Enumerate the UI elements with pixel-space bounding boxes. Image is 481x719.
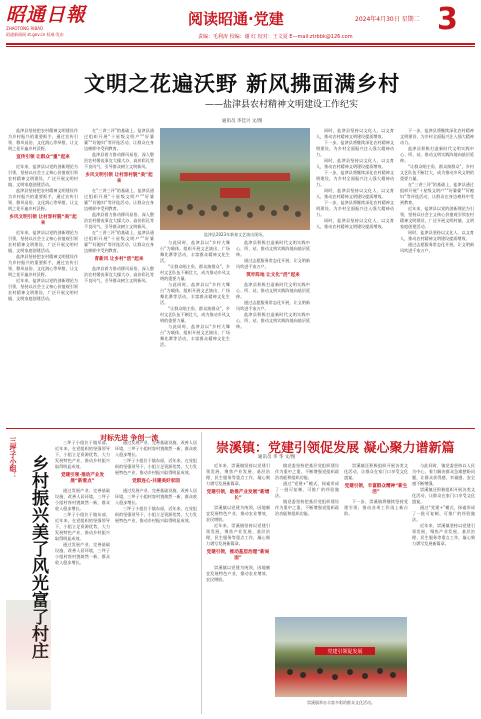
main-column-1 — [8, 128, 78, 428]
paragraph: 近年来，崇溪镇坚持以党建引领发展，聚焦产业发展、基层治理、民生服务等重点工作，凝心聚力谱写发展新篇章。 — [206, 523, 270, 546]
second-photo-caption: 崇溪镇举办丰富多彩的群众文化活动。 — [307, 700, 375, 705]
paragraph: 崇溪镇还积极组织开展各类文化活动，让群众在家门口享受文化盛宴。 — [412, 487, 475, 504]
paragraph: 盐津县着力推动移风易俗，深入整治农村婚丧事宜大操大办、高价彩礼等不良风气，引导群众树立文明新风。 — [84, 152, 154, 169]
section-heading: 筑牢阵地 让文化“活”起来 — [246, 273, 300, 278]
paragraph: 与此同时，盐津县以“乡村大舞台”为载体，组织开展文艺演出、广场舞比赛等活动，丰富群众精神文化生活。 — [160, 324, 230, 347]
main-headline: 文明之花遍沃野 新风拂面满乡村 — [84, 71, 401, 96]
header-rule-thin — [6, 46, 475, 47]
paragraph: 近年来，崇溪镇坚持以党建引领发展，聚焦产业发展、基层治理、民生服务等重点工作，凝心聚力谱写发展新篇章。 — [206, 463, 270, 486]
paragraph: 通过志愿服务常态化开展，让文明新风吹进千家万户。 — [400, 242, 474, 253]
paragraph: 下一步，盐津县将继续深化农村精神文明建设，为乡村全面振兴注入强大精神动力。 — [316, 200, 394, 217]
side-column-1 — [55, 440, 110, 712]
paragraph: “让群众唱主角、群众演群众”，乡村文艺队伍不断壮大，成为推动乡风文明的重要力量。 — [400, 164, 474, 181]
paragraph: 与此同时，盐津县以“乡村大舞台”为载体，组织开展文艺演出、广场舞比赛等活动，丰富群众精神文化生活。 — [160, 240, 230, 263]
newspaper-logo: 昭通日報 — [6, 4, 87, 26]
section-heading: 党群连心·共建美好家园 — [132, 479, 180, 484]
main-column-4 — [236, 240, 310, 426]
paragraph: 近年来，盐津县以党的创新理论为引领，坚持以社会主义核心价值观引领农村精神文明建设，广泛开展文明村镇、文明家庭创建活动。 — [8, 164, 78, 187]
paragraph: 通过“党建+”模式，探索形成了一批可复制、可推广的经验做法。 — [275, 481, 339, 498]
main-column-2 — [84, 128, 154, 428]
paragraph: 下一步，盐津县将继续深化农村精神文明建设，为乡村全面振兴注入强大精神动力。 — [316, 170, 394, 187]
paragraph: 崇溪镇以党建为统领，因地制宜发展特色产业，推动农业增效、农民增收。 — [206, 505, 270, 522]
paragraph: 通过发展产业、完善基础设施、改善人居环境，三坪子小组村容村貌焕然一新，群众收入稳步增长。 — [55, 542, 110, 565]
second-column-4 — [412, 463, 475, 713]
paragraph: 崇溪镇还积极组织开展各类文化活动，让群众在家门口享受文化盛宴。 — [344, 463, 408, 480]
main-photo-caption: 盐津县2023年新春文艺演出现场。 — [203, 232, 267, 237]
section-heading: 宣传引领 让群众“重”起来 — [16, 155, 70, 160]
logo-slogan: 昭通新闻网 zt.gov.cn 权威·发布 — [6, 32, 64, 37]
section-title: 阅读昭通·党建 — [188, 10, 284, 28]
section-divider — [6, 428, 475, 429]
paragraph: 盐津县积极打造新时代文明实践中心、所、站，推动文明实践阵地向基层延伸。 — [236, 312, 310, 329]
paragraph: 盐津县积极打造新时代文明实践中心、所、站，推动文明实践阵地向基层延伸。 — [400, 146, 474, 163]
paragraph: 盐津县坚持把农村精神文明建设作为乡村振兴的重要抓手，通过宣传引领、移风易俗、文化润心等举措，让文明之花开遍乡村沃野。 — [8, 254, 78, 277]
main-byline: 通讯员 李佳兴 文/图 — [222, 119, 263, 124]
paragraph: 同时，盐津县坚持以文化人、以文育人，推动农村精神文明建设提质增效。 — [316, 188, 394, 199]
second-column-3 — [344, 463, 408, 613]
paragraph: 与此同时，镇党委坚持以人民为中心，着力解决群众急难愁盼问题，让群众获得感、幸福感、安全感不断增强。 — [412, 463, 475, 486]
paragraph: 同时，盐津县坚持以文化人、以文育人，推动农村精神文明建设提质增效。 — [400, 230, 474, 241]
paragraph: 下一步，盐津县将继续深化农村精神文明建设，为乡村全面振兴注入强大精神动力。 — [316, 140, 394, 157]
editors-line: 责编：毛利涛 校编：谢 红 校对：王文夏 E—mail:ztrbbk@126.com — [198, 34, 353, 40]
paragraph: 下一步，崇溪镇将继续坚持党建引领，推动各项工作再上新台阶。 — [344, 499, 408, 516]
paragraph: 盐津县着力推动移风易俗，深入整治农村婚丧事宜大操大办、高价彩礼等不良风气，引导群众树立文明新风。 — [84, 266, 154, 283]
section-heading: 乡风文明引领 让村容村貌“美”起来 — [85, 173, 153, 184]
masthead — [6, 4, 106, 44]
column-rule — [201, 432, 202, 714]
paragraph: 同时，盐津县坚持以文化人、以文育人，推动农村精神文明建设提质增效。 — [316, 218, 394, 229]
paragraph: 盐津县积极打造新时代文明实践中心、所、站，推动文明实践阵地向基层延伸。 — [236, 282, 310, 299]
paragraph: 通过发展产业、完善基础设施、改善人居环境，三坪子小组村容村貌焕然一新，群众收入稳步增长。 — [115, 440, 197, 457]
paragraph: 在“三讲三评”的基础上，盐津县通过组织开展“十星级文明户”“好婆婆”“好媳妇”等评选活动，让群众在身边榜样中受到教育。 — [84, 230, 154, 253]
section-heading: 党建引领，助推产业发展“新增长” — [206, 490, 270, 501]
section-heading: 党建引领·推动产业发展“新看点” — [60, 473, 105, 484]
paragraph: 同时，盐津县坚持以文化人、以文育人，推动农村精神文明建设提质增效。 — [316, 158, 394, 169]
section-heading: 乡风文明引领 让村容村貌“美”起来 — [9, 215, 77, 226]
paragraph: 三坪子小组位于镇东部，近年来，在党组织的坚强领导下，小组立足资源优势，大力发展特色产业，推动乡村振兴取得明显成效。 — [55, 440, 110, 469]
paragraph: 盐津县坚持把农村精神文明建设作为乡村振兴的重要抓手，通过宣传引领、移风易俗、文化润心等举措，让文明之花开遍乡村沃野。 — [8, 128, 78, 151]
paragraph: 同时，盐津县坚持以文化人、以文育人，推动农村精神文明建设提质增效。 — [316, 128, 394, 139]
main-column-3 — [160, 240, 230, 426]
paragraph: 在“三讲三评”的基础上，盐津县通过组织开展“十星级文明户”“好婆婆”“好媳妇”等评选活动，让群众在身边榜样中受到教育。 — [400, 182, 474, 205]
main-photo — [160, 128, 310, 230]
paragraph: 近年来，盐津县以党的创新理论为引领，坚持以社会主义核心价值观引领农村精神文明建设，广泛开展文明村镇、文明家庭创建活动。 — [8, 230, 78, 253]
paragraph: 下一步，盐津县将继续深化农村精神文明建设，为乡村全面振兴注入强大精神动力。 — [400, 128, 474, 145]
outdoor-activity-photo — [275, 617, 407, 697]
side-kicker: 三坪子小组： — [9, 437, 17, 479]
main-subhead: ——盐津县农村精神文明建设工作纪实 — [205, 100, 359, 110]
paragraph: 盐津县积极打造新时代文明实践中心、所、站，推动文明实践阵地向基层延伸。 — [236, 240, 310, 257]
side-column-2 — [115, 440, 197, 712]
paragraph: 通过发展产业、完善基础设施、改善人居环境，三坪子小组村容村貌焕然一新，群众收入稳步增长。 — [55, 488, 110, 511]
second-headline: 崇溪镇：党建引领促发展 凝心聚力谱新篇 — [216, 441, 455, 456]
main-column-6 — [400, 128, 474, 426]
paragraph: 通过志愿服务常态化开展，让文明新风吹进千家万户。 — [236, 300, 310, 311]
paragraph: 镇党委坚持把基层党组织建设作为重中之重，不断增强党组织政治功能和组织功能。 — [275, 499, 339, 516]
paragraph: 盐津县坚持把农村精神文明建设作为乡村振兴的重要抓手，通过宣传引领、移风易俗、文化润心等举措，让文明之花开遍乡村沃野。 — [8, 188, 78, 211]
section-heading: 党建引领，推动基层治理“新局面” — [206, 550, 270, 561]
second-column-2 — [275, 463, 339, 613]
paragraph: 镇党委坚持把基层党组织建设作为重中之重，不断增强党组织政治功能和组织功能。 — [275, 463, 339, 480]
side-headline: 乡村振兴美了风光富了村庄 — [28, 455, 48, 659]
paragraph: 通过“党建+”模式，探索形成了一批可复制、可推广的经验做法。 — [412, 505, 475, 522]
paragraph: 盐津县着力推动移风易俗，深入整治农村婚丧事宜大操大办、高价彩礼等不良风气，引导群众树立文明新风。 — [84, 212, 154, 229]
header-rule — [6, 43, 475, 45]
side-decoration — [6, 600, 51, 710]
second-photo — [275, 617, 407, 697]
paragraph: 三坪子小组位于镇东部，近年来，在党组织的坚强领导下，小组立足资源优势，大力发展特色产业，推动乡村振兴取得明显成效。 — [55, 512, 110, 541]
paragraph: 与此同时，盐津县以“乡村大舞台”为载体，组织开展文艺演出、广场舞比赛等活动，丰富群众精神文化生活。 — [160, 282, 230, 305]
banner-text: 党建引领促发展 — [327, 649, 363, 655]
page-number: 3 — [437, 2, 458, 37]
logo-romanized: ZHAOTONG RIBAO — [6, 26, 44, 31]
second-column-1 — [206, 463, 270, 713]
crowd-stage-photo — [160, 128, 310, 230]
paragraph: 通过发展产业、完善基础设施、改善人居环境，三坪子小组村容村貌焕然一新，群众收入稳步增长。 — [115, 488, 197, 505]
section-heading: 党建引领，丰富群众精神“新生活” — [344, 484, 408, 495]
side-ribbon: 对标先进 争创一流 — [100, 434, 159, 442]
paragraph: 近年来，盐津县以党的创新理论为引领，坚持以社会主义核心价值观引领农村精神文明建设，广泛开展文明村镇、文明家庭创建活动。 — [8, 278, 78, 301]
paragraph: 三坪子小组位于镇东部，近年来，在党组织的坚强领导下，小组立足资源优势，大力发展特色产业，推动乡村振兴取得明显成效。 — [115, 458, 197, 475]
paragraph: 近年来，崇溪镇坚持以党建引领发展，聚焦产业发展、基层治理、民生服务等重点工作，凝心聚力谱写发展新篇章。 — [412, 523, 475, 546]
paragraph: 在“三讲三评”的基础上，盐津县通过组织开展“十星级文明户”“好婆婆”“好媳妇”等评选活动，让群众在身边榜样中受到教育。 — [84, 188, 154, 211]
paragraph: 通过志愿服务常态化开展，让文明新风吹进千家万户。 — [236, 258, 310, 269]
paragraph: “让群众唱主角、群众演群众”，乡村文艺队伍不断壮大，成为推动乡风文明的重要力量。 — [160, 306, 230, 323]
paragraph: “让群众唱主角、群众演群众”，乡村文艺队伍不断壮大，成为推动乡风文明的重要力量。 — [160, 264, 230, 281]
main-column-5 — [316, 128, 394, 426]
paragraph: 三坪子小组位于镇东部，近年来，在党组织的坚强领导下，小组立足资源优势，大力发展特色产业，推动乡村振兴取得明显成效。 — [115, 506, 197, 523]
paragraph: 近年来，盐津县以党的创新理论为引领，坚持以社会主义核心价值观引领农村精神文明建设，广泛开展文明村镇、文明家庭创建活动。 — [400, 206, 474, 229]
paragraph: 崇溪镇以党建为统领，因地制宜发展特色产业，推动农业增效、农民增收。 — [206, 565, 270, 582]
issue-date: 2024年4月30日 星期二 — [355, 16, 420, 23]
second-byline: 通讯员 李 华 文/图 — [258, 455, 296, 460]
section-heading: 育新风 让乡村“活”起来 — [94, 257, 144, 262]
paragraph: 在“三讲三评”的基础上，盐津县通过组织开展“十星级文明户”“好婆婆”“好媳妇”等评选活动，让群众在身边榜样中受到教育。 — [84, 128, 154, 151]
